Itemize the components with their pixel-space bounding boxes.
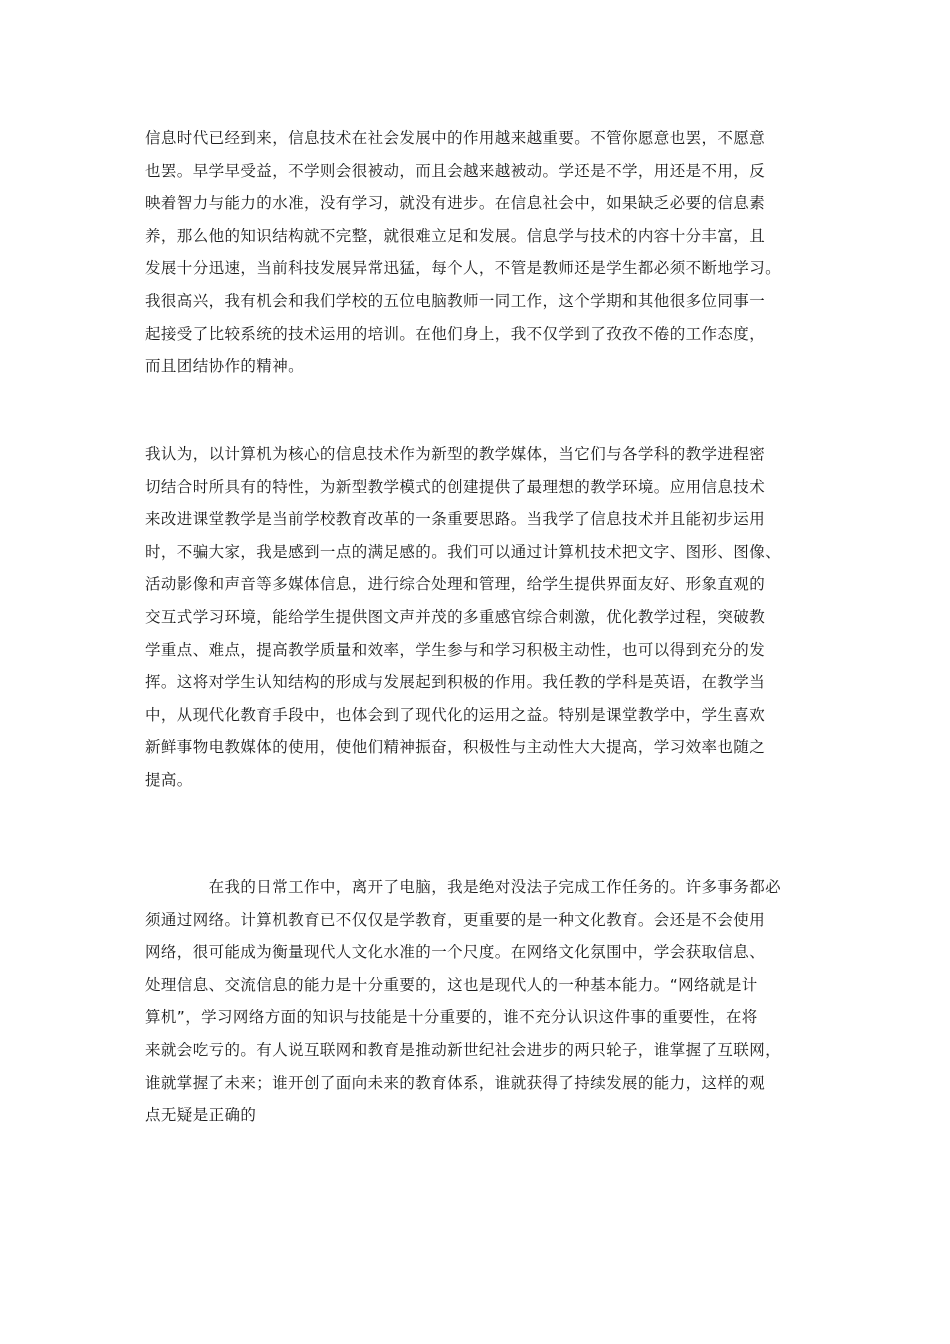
text-line: 须通过网络。计算机教育已不仅仅是学教育，更重要的是一种文化教育。会还是不会使用: [145, 910, 766, 929]
text-line: 也罢。早学早受益，不学则会很被动，而且会越来越被动。学还是不学，用还是不用，反: [145, 161, 766, 180]
text-line: 映着智力与能力的水准，没有学习，就没有进步。在信息社会中，如果缺乏必要的信息素: [145, 194, 766, 213]
text-line: 中，从现代化教育手段中，也体会到了现代化的运用之益。特别是课堂教学中，学生喜欢: [145, 705, 766, 724]
text-line: 切结合时所具有的特性，为新型教学模式的创建提供了最理想的教学环境。应用信息技术: [145, 477, 766, 496]
text-line: 点无疑是正确的: [145, 1106, 257, 1125]
text-line: 起接受了比较系统的技术运用的培训。在他们身上，我不仅学到了孜孜不倦的工作态度，: [145, 324, 766, 343]
text-line: 在我的日常工作中，离开了电脑，我是绝对没法子完成工作任务的。许多事务都必: [145, 878, 782, 896]
paragraph-3: [145, 871, 815, 1132]
text-line: 信息时代已经到来，信息技术在社会发展中的作用越来越重要。不管你愿意也罢，不愿意: [145, 129, 766, 147]
text-line: 交互式学习环境，能给学生提供图文声并茂的多重感官综合刺激，优化教学过程，突破教: [145, 607, 766, 626]
text-line: 活动影像和声音等多媒体信息，进行综合处理和管理，给学生提供界面友好、形象直观的: [145, 575, 766, 594]
text-line: 养，那么他的知识结构就不完整，就很难立足和发展。信息学与技术的内容十分丰富，且: [145, 226, 766, 245]
text-line: 处理信息、交流信息的能力是十分重要的，这也是现代人的一种基本能力。“网络就是计: [145, 975, 758, 994]
text-line: 学重点、难点，提高教学质量和效率，学生参与和学习积极主动性，也可以得到充分的发: [145, 640, 766, 659]
text-line: 网络，很可能成为衡量现代人文化水准的一个尺度。在网络文化氛围中，学会获取信息、: [145, 943, 766, 962]
text-line: 而且团结协作的精神。: [145, 357, 305, 376]
paragraph-2: [145, 438, 815, 797]
text-line: 我很高兴，我有机会和我们学校的五位电脑教师一同工作，这个学期和其他很多位同事一: [145, 291, 766, 310]
text-line: 发展十分迅速，当前科技发展异常迅猛，每个人，不管是教师还是学生都必须不断地学习。: [145, 259, 782, 278]
text-line: 谁就掌握了未来；谁开创了面向未来的教育体系，谁就获得了持续发展的能力，这样的观: [145, 1073, 766, 1092]
text-line: 新鲜事物电教媒体的使用，使他们精神振奋，积极性与主动性大大提高，学习效率也随之: [145, 738, 766, 757]
text-line: 来就会吃亏的。有人说互联网和教育是推动新世纪社会进步的两只轮子，谁掌握了互联网，: [145, 1040, 782, 1059]
text-line: 时，不骗大家，我是感到一点的满足感的。我们可以通过计算机技术把文字、图形、图像、: [145, 542, 782, 561]
paragraph-1: [145, 122, 815, 383]
text-line: 提高。: [145, 770, 193, 789]
text-line: 算机”，学习网络方面的知识与技能是十分重要的，谁不充分认识这件事的重要性，在将: [145, 1008, 758, 1027]
text-line: 挥。这将对学生认知结构的形成与发展起到积极的作用。我任教的学科是英语，在教学当: [145, 673, 766, 692]
text-line: 我认为，以计算机为核心的信息技术作为新型的教学媒体，当它们与各学科的教学进程密: [145, 445, 766, 463]
text-line: 来改进课堂教学是当前学校教育改革的一条重要思路。当我学了信息技术并且能初步运用: [145, 510, 766, 529]
